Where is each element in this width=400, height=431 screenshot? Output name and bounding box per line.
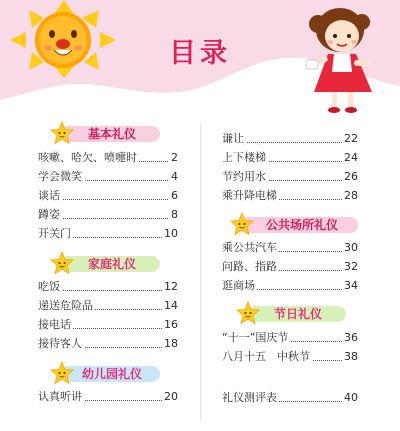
- entry-title: 乘升降电梯: [222, 189, 277, 202]
- toc-entry[interactable]: [222, 349, 358, 365]
- toc-entry[interactable]: [38, 226, 178, 242]
- toc-entry[interactable]: [38, 317, 178, 333]
- toc-entry[interactable]: [38, 188, 178, 204]
- entry-page: 32: [344, 260, 358, 273]
- section-header-family-etiquette: [50, 255, 160, 273]
- toc-entry[interactable]: [222, 278, 358, 294]
- entry-page: 4: [171, 170, 178, 183]
- section-title: 幼儿园礼仪: [81, 367, 142, 381]
- section-title: 基本礼仪: [87, 127, 136, 141]
- entry-page: 2: [171, 151, 178, 164]
- entry-page: 28: [344, 189, 358, 202]
- toc-entry[interactable]: [222, 188, 358, 204]
- section-header-public-places-etiquette: [230, 216, 360, 234]
- entry-page: 40: [344, 391, 358, 404]
- section-header-kindergarten-etiquette: [50, 365, 160, 383]
- toc-entry[interactable]: [222, 259, 358, 275]
- section-title: 节日礼仪: [273, 307, 322, 321]
- toc-entry[interactable]: [38, 150, 178, 166]
- toc-entry[interactable]: [222, 240, 358, 256]
- entry-title: 谦让: [222, 132, 244, 145]
- entry-title: 乘公共汽车: [222, 241, 277, 254]
- toc-entry[interactable]: [38, 207, 178, 223]
- entry-title: “十一”国庆节: [222, 331, 289, 344]
- entry-title: 学会微笑: [38, 170, 82, 183]
- entry-title: 节约用水: [222, 170, 266, 183]
- entry-page: 16: [164, 318, 178, 331]
- entry-title: 接待客人: [38, 337, 82, 350]
- entry-page: 12: [164, 280, 178, 293]
- entry-title: 蹲姿: [38, 208, 60, 221]
- entry-title: 逛商场: [222, 279, 255, 292]
- entry-page: 14: [164, 299, 178, 312]
- entry-title: 接电话: [38, 318, 71, 331]
- entry-page: 36: [344, 331, 358, 344]
- entry-title: 递送危险品: [38, 299, 93, 312]
- entry-title: 认真听讲: [38, 390, 82, 403]
- girl-illustration: [300, 2, 394, 118]
- entry-page: 30: [344, 241, 358, 254]
- entry-title: 问路、指路: [222, 260, 277, 273]
- toc-entry[interactable]: [222, 131, 358, 147]
- entry-page: 26: [344, 170, 358, 183]
- entry-page: 10: [164, 227, 178, 240]
- column-divider: [200, 122, 201, 422]
- entry-title: 谈话: [38, 189, 60, 202]
- entry-title: 开关门: [38, 227, 71, 240]
- toc-entry[interactable]: [38, 336, 178, 352]
- entry-title: 八月十五 中秋节: [222, 350, 310, 363]
- entry-title: 吃饭: [38, 280, 60, 293]
- toc-entry[interactable]: [38, 169, 178, 185]
- entry-page: 8: [171, 208, 178, 221]
- entry-page: 20: [164, 390, 178, 403]
- entry-page: 38: [344, 350, 358, 363]
- entry-title: 上下楼梯: [222, 151, 266, 164]
- entry-title: 咳嗽、哈欠、喷嚏时: [38, 151, 137, 164]
- entry-page: 18: [164, 337, 178, 350]
- entry-title: 礼仪测评表: [222, 391, 277, 404]
- section-title: 公共场所礼仪: [265, 218, 338, 232]
- toc-entry[interactable]: [222, 169, 358, 185]
- toc-entry[interactable]: [38, 298, 178, 314]
- section-title: 家庭礼仪: [87, 257, 136, 271]
- entry-page: 22: [344, 132, 358, 145]
- entry-page: 24: [344, 151, 358, 164]
- toc-entry[interactable]: [222, 390, 358, 406]
- page-title: 目录: [169, 38, 231, 69]
- section-header-basic-etiquette: [50, 125, 160, 143]
- entry-page: 6: [171, 189, 178, 202]
- entry-page: 34: [344, 279, 358, 292]
- toc-entry[interactable]: [222, 330, 358, 346]
- toc-entry[interactable]: [38, 279, 178, 295]
- toc-entry[interactable]: [222, 150, 358, 166]
- section-header-holiday-etiquette: [236, 305, 346, 323]
- toc-entry[interactable]: [38, 389, 178, 405]
